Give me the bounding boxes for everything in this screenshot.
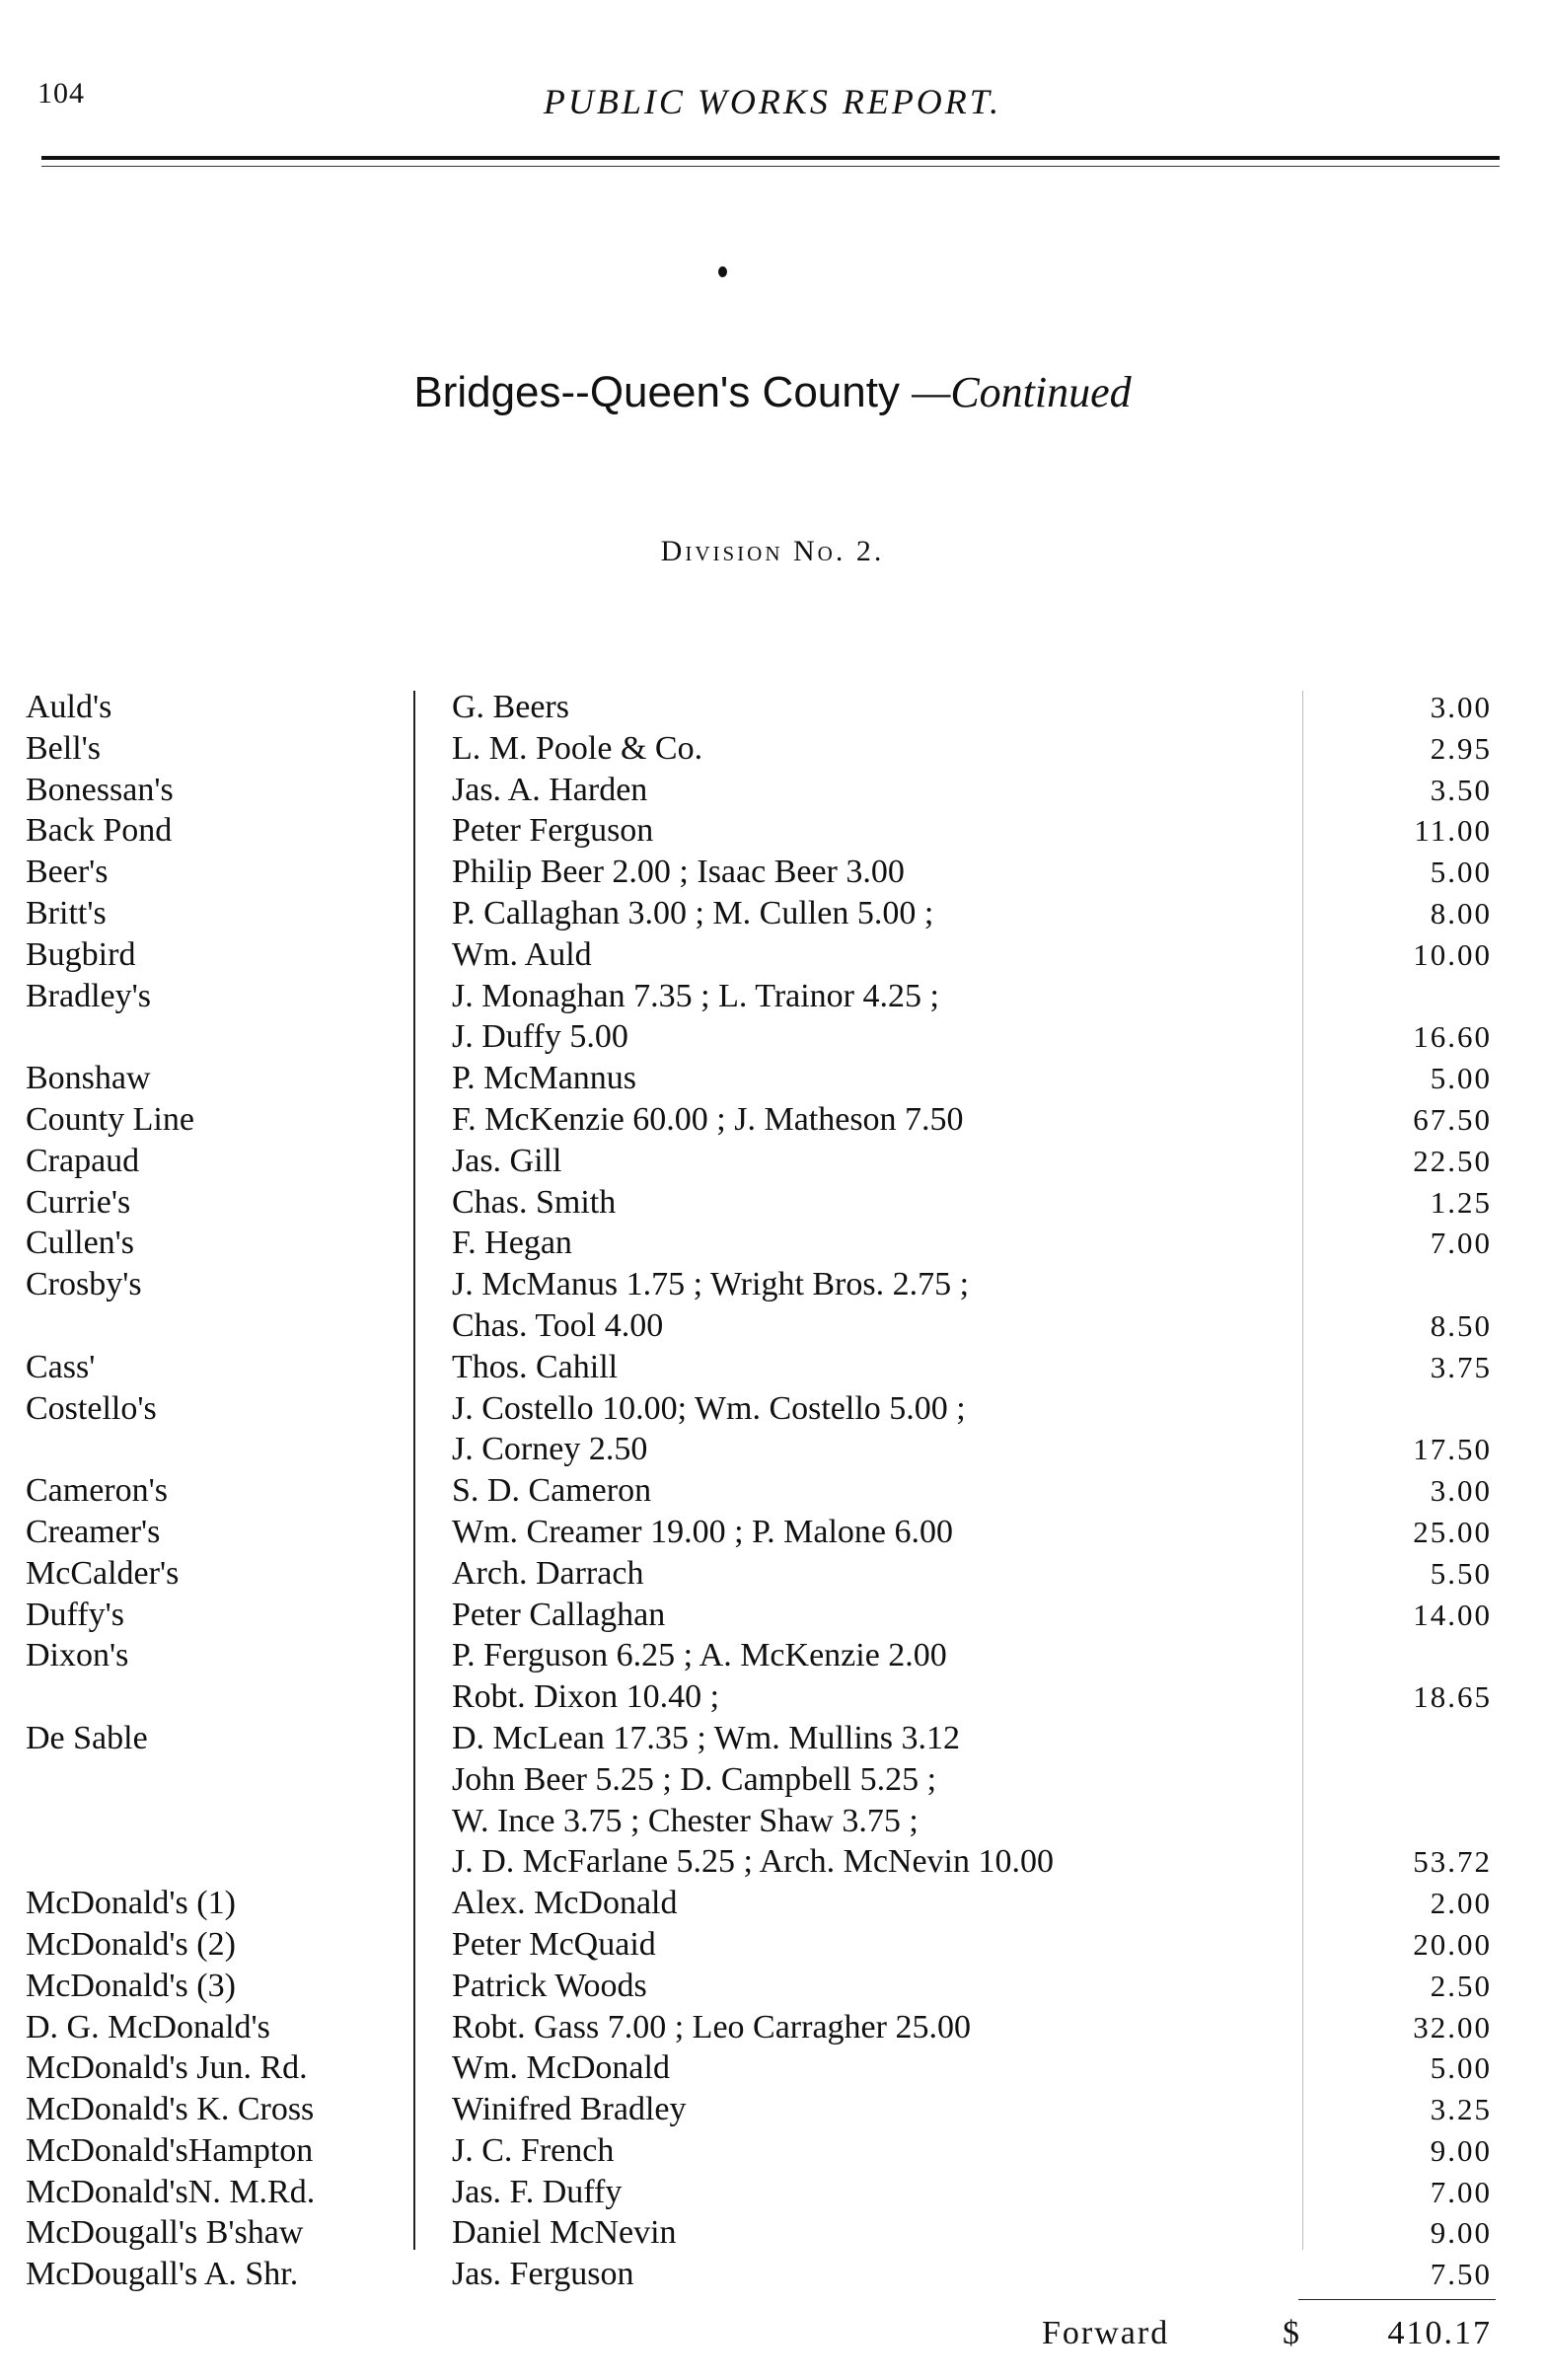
currency-symbol: $ <box>1283 2315 1299 2351</box>
contractors: J. Monaghan 7.35 ; L. Trainor 4.25 ; <box>452 977 939 1014</box>
bridge-name: McDougall's B'shaw <box>26 2214 304 2252</box>
bridge-name: McDonald's (3) <box>26 1967 236 2004</box>
amount: 7.00 <box>1430 2174 1492 2209</box>
amount: 2.00 <box>1430 1886 1492 1921</box>
amount: 32.00 <box>1413 2009 1492 2045</box>
contractors: J. Duffy 5.00 <box>452 1018 628 1056</box>
amount: 1.25 <box>1430 1184 1492 1220</box>
table-row <box>0 1347 1545 1388</box>
amount: 2.95 <box>1430 730 1492 766</box>
amount: 2.50 <box>1430 1968 1492 2003</box>
contractors: Wm. McDonald <box>452 2049 670 2087</box>
table-row <box>0 1223 1545 1264</box>
amount: 3.25 <box>1430 2092 1492 2127</box>
table-row <box>0 2254 1545 2295</box>
running-title: PUBLIC WORKS REPORT. <box>543 82 1002 121</box>
amount: 17.50 <box>1413 1432 1492 1467</box>
contractors: D. McLean 17.35 ; Wm. Mullins 3.12 <box>452 1719 960 1756</box>
page-header <box>0 77 1545 136</box>
bridge-name: Beer's <box>26 854 109 891</box>
table-row <box>0 1676 1545 1718</box>
contractors: Chas. Smith <box>452 1183 617 1221</box>
amount: 20.00 <box>1413 1926 1492 1962</box>
table-row <box>0 934 1545 976</box>
table-row <box>0 810 1545 852</box>
bridge-name: McCalder's <box>26 1554 180 1592</box>
bridge-name: D. G. McDonald's <box>26 2008 270 2045</box>
table-row <box>0 770 1545 811</box>
contractors: J. McManus 1.75 ; Wright Bros. 2.75 ; <box>452 1266 970 1303</box>
contractors: Peter McQuaid <box>452 1925 656 1963</box>
bridge-name: Back Pond <box>26 812 173 850</box>
section-title <box>0 367 1545 417</box>
amount: 8.00 <box>1430 895 1492 930</box>
table-row <box>0 852 1545 893</box>
forward-label: Forward <box>1042 2315 1170 2351</box>
ornament-dot <box>718 266 727 277</box>
table-row <box>0 1058 1545 1099</box>
bridge-name: De Sable <box>26 1719 148 1756</box>
bridge-name: McDonald's Jun. Rd. <box>26 2049 308 2087</box>
contractors: S. D. Cameron <box>452 1472 652 1510</box>
table-row <box>0 893 1545 934</box>
table-row <box>0 1759 1545 1801</box>
table-row <box>0 1512 1545 1553</box>
bridge-name: Cameron's <box>26 1472 168 1510</box>
table-row <box>0 2089 1545 2130</box>
bridge-name: Britt's <box>26 894 107 931</box>
amount: 3.50 <box>1430 772 1492 807</box>
table-row <box>0 1305 1545 1347</box>
table-row <box>0 1801 1545 1842</box>
table-row <box>0 1264 1545 1305</box>
contractors: F. McKenzie 60.00 ; J. Matheson 7.50 <box>452 1100 964 1138</box>
bridge-name: Bonshaw <box>26 1060 151 1097</box>
bridge-name: Bell's <box>26 729 102 767</box>
amount: 5.00 <box>1430 855 1492 890</box>
table-row <box>0 1141 1545 1182</box>
header-rule-thin <box>41 166 1500 167</box>
amount: 53.72 <box>1413 1844 1492 1880</box>
table-row <box>0 1099 1545 1141</box>
table-row <box>0 1635 1545 1676</box>
amount: 10.00 <box>1413 936 1492 972</box>
bridge-name: McDonald'sN. M.Rd. <box>26 2173 316 2210</box>
amount: 7.50 <box>1430 2257 1492 2292</box>
table-row <box>0 976 1545 1017</box>
amount: 14.00 <box>1413 1597 1492 1632</box>
table-row <box>0 1841 1545 1883</box>
bridge-name: Crosby's <box>26 1266 142 1303</box>
contractors: W. Ince 3.75 ; Chester Shaw 3.75 ; <box>452 1802 919 1839</box>
contractors: Robt. Dixon 10.40 ; <box>452 1678 720 1716</box>
contractors: Chas. Tool 4.00 <box>452 1306 664 1344</box>
amount: 9.00 <box>1430 2215 1492 2251</box>
contractors: Patrick Woods <box>452 1967 647 2004</box>
bridge-name: Crapaud <box>26 1142 140 1179</box>
bridge-name: Cullen's <box>26 1225 135 1262</box>
contractors: Peter Ferguson <box>452 812 654 850</box>
bridge-name: County Line <box>26 1100 194 1138</box>
contractors: F. Hegan <box>452 1225 572 1262</box>
table-row <box>0 687 1545 728</box>
table-row <box>0 2172 1545 2213</box>
contractors: P. Callaghan 3.00 ; M. Cullen 5.00 ; <box>452 894 934 931</box>
amount: 3.00 <box>1430 690 1492 724</box>
amount: 5.00 <box>1430 1061 1492 1096</box>
contractors: Jas. Ferguson <box>452 2256 634 2293</box>
amount: 9.00 <box>1430 2132 1492 2168</box>
contractors: Wm. Creamer 19.00 ; P. Malone 6.00 <box>452 1513 954 1550</box>
forward-row <box>0 2311 1545 2356</box>
table-row <box>0 1388 1545 1430</box>
table-row <box>0 2007 1545 2048</box>
amount: 3.75 <box>1430 1349 1492 1384</box>
bridge-name: Bugbird <box>26 935 136 973</box>
bridge-name: McDonald's K. Cross <box>26 2091 315 2128</box>
amount: 25.00 <box>1413 1514 1492 1549</box>
contractors: Jas. Gill <box>452 1142 562 1179</box>
table-row <box>0 1553 1545 1595</box>
table-row <box>0 1883 1545 1924</box>
amount: 3.00 <box>1430 1473 1492 1509</box>
table-row <box>0 1470 1545 1512</box>
table-row <box>0 1429 1545 1470</box>
contractors: P. McMannus <box>452 1060 637 1097</box>
table-row <box>0 1595 1545 1636</box>
header-rule <box>41 156 1500 160</box>
amount: 22.50 <box>1413 1143 1492 1178</box>
bridge-name: Bonessan's <box>26 771 174 808</box>
contractors: J. C. French <box>452 2131 615 2169</box>
page-number: 104 <box>37 77 85 110</box>
table-row <box>0 1182 1545 1224</box>
bridge-name: Duffy's <box>26 1596 124 1633</box>
amount: 18.65 <box>1413 1679 1492 1715</box>
bridge-name: Cass' <box>26 1348 96 1385</box>
bridge-name: McDougall's A. Shr. <box>26 2256 299 2293</box>
table-row <box>0 1966 1545 2007</box>
amount: 16.60 <box>1413 1019 1492 1055</box>
contractors: G. Beers <box>452 689 569 725</box>
contractors: Jas. A. Harden <box>452 771 648 808</box>
table-row <box>0 2212 1545 2254</box>
amount: 7.00 <box>1430 1226 1492 1261</box>
table-row <box>0 1016 1545 1058</box>
forward-total: 410.17 <box>1387 2315 1492 2351</box>
bridge-name: Currie's <box>26 1183 131 1221</box>
table-row <box>0 1924 1545 1966</box>
contractors: J. Corney 2.50 <box>452 1431 648 1468</box>
continued-label: —Continued <box>912 368 1132 416</box>
contractors: Daniel McNevin <box>452 2214 677 2252</box>
table-row <box>0 2130 1545 2172</box>
amount: 5.50 <box>1430 1555 1492 1591</box>
bridge-name: Costello's <box>26 1389 157 1427</box>
bridge-name: Creamer's <box>26 1513 161 1550</box>
contractors: J. D. McFarlane 5.25 ; Arch. McNevin 10.00 <box>452 1843 1055 1881</box>
contractors: Peter Callaghan <box>452 1596 666 1633</box>
contractors: P. Ferguson 6.25 ; A. McKenzie 2.00 <box>452 1637 947 1674</box>
section-title-text: Bridges--Queen's County <box>413 368 900 416</box>
table-row <box>0 2047 1545 2089</box>
bridge-name: Auld's <box>26 689 112 725</box>
contractors: Wm. Auld <box>452 935 592 973</box>
amount: 67.50 <box>1413 1101 1492 1137</box>
contractors: Arch. Darrach <box>452 1554 644 1592</box>
table-row <box>0 728 1545 770</box>
amount: 5.00 <box>1430 2050 1492 2086</box>
amount: 8.50 <box>1430 1307 1492 1343</box>
bridge-name: McDonald'sHampton <box>26 2131 314 2169</box>
bridge-name: Bradley's <box>26 977 151 1014</box>
bridge-name: McDonald's (2) <box>26 1925 236 1963</box>
bridge-table <box>0 687 1545 2295</box>
bridge-name: Dixon's <box>26 1637 129 1674</box>
amount: 11.00 <box>1414 813 1492 849</box>
contractors: L. M. Poole & Co. <box>452 729 703 767</box>
division-heading: Division No. 2. <box>660 535 885 567</box>
contractors: Robt. Gass 7.00 ; Leo Carragher 25.00 <box>452 2008 971 2045</box>
contractors: Alex. McDonald <box>452 1885 678 1922</box>
contractors: John Beer 5.25 ; D. Campbell 5.25 ; <box>452 1760 937 1798</box>
bridge-name: McDonald's (1) <box>26 1885 236 1922</box>
contractors: J. Costello 10.00; Wm. Costello 5.00 ; <box>452 1389 966 1427</box>
total-rule <box>1298 2299 1496 2300</box>
contractors: Philip Beer 2.00 ; Isaac Beer 3.00 <box>452 854 905 891</box>
contractors: Winifred Bradley <box>452 2091 687 2128</box>
contractors: Thos. Cahill <box>452 1348 619 1385</box>
table-row <box>0 1718 1545 1759</box>
contractors: Jas. F. Duffy <box>452 2173 623 2210</box>
